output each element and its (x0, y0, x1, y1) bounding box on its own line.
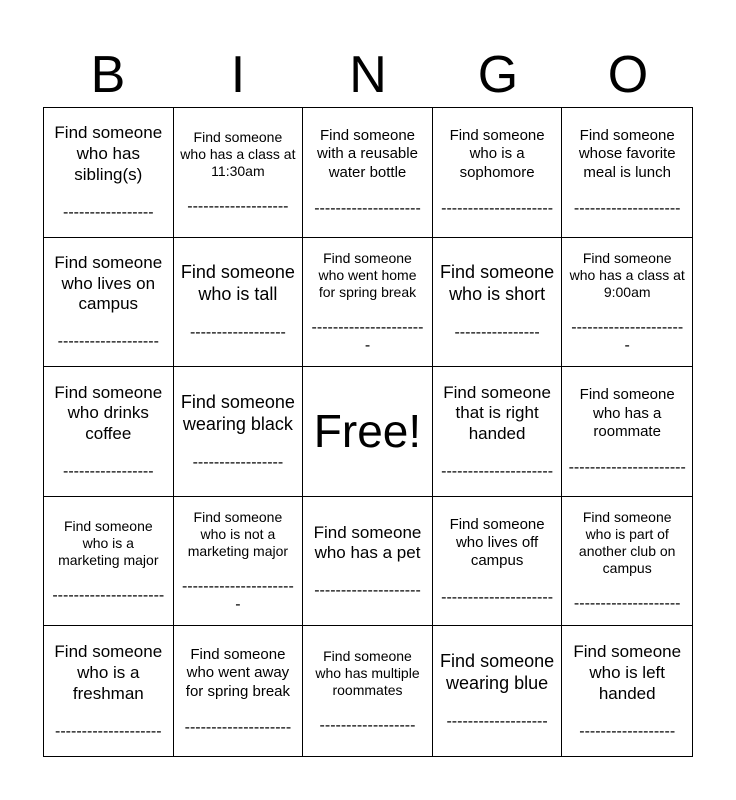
cell-prompt: Find someone who has sibling(s) (54, 123, 163, 184)
cell-prompt: Find someone who is part of another club on campus (578, 509, 676, 577)
header-letter-i: I (230, 46, 246, 104)
cell-prompt: Find someone who is left handed (573, 642, 682, 703)
cell-prompt: Find someone who is tall (180, 262, 295, 305)
header-letter-n: N (349, 46, 387, 104)
cell-prompt: Find someone who has a class at 11:30am (180, 128, 296, 180)
cell-prompt: Find someone who lives off campus (449, 515, 545, 570)
bingo-header (43, 42, 693, 108)
cell-blank-line: -------------------- (184, 718, 292, 736)
cell-blank-line: --------------------- (441, 462, 554, 480)
cell-prompt: Find someone who has multiple roommates (315, 647, 420, 698)
cell-blank-line: ------------------ (579, 722, 676, 740)
cell-prompt: Find someone who lives on campus (54, 252, 163, 314)
bingo-cell[interactable] (562, 238, 692, 368)
bingo-cell[interactable] (174, 367, 304, 497)
bingo-cell[interactable] (174, 497, 304, 627)
cell-blank-line: --------------------- (441, 588, 554, 606)
free-space-label: Free! (313, 405, 422, 458)
bingo-cell[interactable] (303, 626, 433, 756)
cell-blank-line: ------------------ (189, 324, 286, 342)
header-letter-o: O (607, 46, 649, 104)
cell-blank-line: ------------------- (187, 198, 289, 216)
cell-prompt: Find someone that is right handed (443, 382, 551, 444)
bingo-cell[interactable] (562, 108, 692, 238)
cell-prompt: Find someone who went away for spring break (185, 645, 290, 700)
bingo-cell[interactable] (562, 497, 692, 627)
cell-prompt: Find someone whose favorite meal is lunch (578, 127, 676, 181)
cell-blank-line: ---------------------- (181, 578, 294, 613)
cell-blank-line: --------------------- (441, 199, 554, 217)
bingo-cell[interactable] (562, 367, 692, 497)
bingo-cell[interactable] (303, 108, 433, 238)
bingo-cell[interactable] (433, 367, 563, 497)
cell-blank-line: ----------------- (63, 203, 154, 221)
bingo-board (43, 107, 693, 757)
bingo-cell[interactable] (174, 108, 304, 238)
cell-prompt: Find someone with a reusable water bottle (317, 127, 418, 181)
header-letter-g: G (477, 46, 519, 104)
bingo-cell[interactable] (44, 497, 174, 627)
bingo-cell[interactable] (174, 238, 304, 368)
cell-blank-line: --------------------- - (571, 318, 684, 354)
cell-prompt: Find someone who is not a marketing major (187, 508, 289, 560)
cell-prompt: Find someone wearing blue (440, 651, 555, 694)
cell-blank-line: ----------------- (63, 462, 154, 480)
bingo-cell[interactable] (562, 626, 692, 756)
cell-blank-line: --------------------- (52, 586, 165, 604)
cell-blank-line: -------------------- (314, 582, 421, 600)
cell-prompt: Find someone who is a sophomore (449, 127, 545, 181)
cell-prompt: Find someone who has a class at 9:00am (569, 249, 685, 300)
bingo-cell[interactable] (44, 367, 174, 497)
cell-prompt: Find someone who is a freshman (54, 642, 163, 703)
bingo-cell[interactable] (433, 108, 563, 238)
cell-blank-line: ------------------- (446, 713, 548, 731)
cell-blank-line: ------------------- (57, 333, 159, 351)
cell-blank-line: ----------------- (192, 453, 284, 471)
cell-prompt: Find someone wearing black (180, 391, 295, 434)
cell-blank-line: -------------------- (573, 595, 681, 613)
cell-prompt: Find someone who went home for spring break (318, 249, 417, 300)
header-letter-b: B (90, 46, 126, 104)
cell-blank-line: -------------------- (55, 722, 162, 740)
cell-blank-line: ------------------ (319, 717, 416, 735)
cell-prompt: Find someone who has a pet (313, 522, 422, 563)
cell-prompt: Find someone who is a marketing major (58, 517, 159, 568)
cell-prompt: Find someone who has a roommate (579, 386, 675, 440)
bingo-cell[interactable] (44, 108, 174, 238)
bingo-cell[interactable] (174, 626, 304, 756)
cell-prompt: Find someone who drinks coffee (54, 382, 163, 444)
bingo-cell[interactable] (303, 497, 433, 627)
cell-blank-line: ---------------- (454, 324, 540, 342)
cell-blank-line: ---------------------- (311, 318, 424, 354)
bingo-cell[interactable] (433, 238, 563, 368)
bingo-cell[interactable] (44, 626, 174, 756)
bingo-cell[interactable] (433, 497, 563, 627)
free-space-cell[interactable] (303, 367, 433, 497)
bingo-cell[interactable] (433, 626, 563, 756)
cell-prompt: Find someone who is short (440, 262, 555, 305)
bingo-cell[interactable] (303, 238, 433, 368)
cell-blank-line: -------------------- (314, 199, 421, 217)
cell-blank-line: -------------------- (573, 199, 681, 217)
bingo-cell[interactable] (44, 238, 174, 368)
cell-blank-line: ---------------------- (568, 459, 686, 477)
